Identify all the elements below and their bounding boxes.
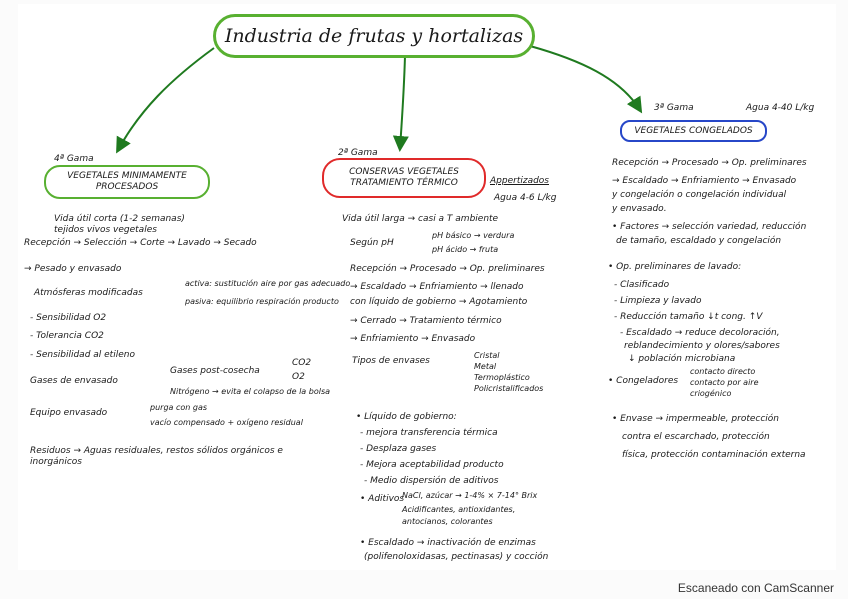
arrow-to-3a-gama <box>530 46 640 110</box>
col2-aside: Appertizados <box>490 176 549 186</box>
col2-line-8: → Enfriamiento → Envasado <box>350 334 476 344</box>
col3-line-0: Recepción → Procesado → Op. preliminares <box>612 158 807 168</box>
col1-line-5: activa: sustitución aire por gas adecuado <box>185 279 351 288</box>
col3-line-4: • Factores → selección variedad, reducción <box>612 222 807 232</box>
arrow-to-2a-gama <box>400 56 405 148</box>
col2-line-4: Recepción → Procesado → Op. preliminares <box>350 264 545 274</box>
col2-line-15: - mejora transferencia térmica <box>360 428 498 438</box>
col1-line-12: CO2 <box>292 358 312 368</box>
col2-line-9: Tipos de envases <box>352 356 430 366</box>
col3-line-8: - Limpieza y lavado <box>614 296 702 306</box>
col3-line-15: contacto por aire <box>690 378 759 387</box>
col2-line-21: Acidificantes, antioxidantes, <box>402 505 516 514</box>
col1-line-7: - Sensibilidad O2 <box>30 313 107 323</box>
col1-line-10: Gases de envasado <box>30 376 118 386</box>
col3-line-1: → Escaldado → Enfriamiento → Envasado <box>612 176 797 186</box>
col3-line-6: • Op. preliminares de lavado: <box>608 262 742 272</box>
col3-line-17: • Envase → impermeable, protección <box>612 414 779 424</box>
col3-line-7: - Clasificado <box>614 280 670 290</box>
col1-line-2: Recepción → Selección → Corte → Lavado → Secado <box>24 238 257 248</box>
arrow-to-4a-gama <box>118 48 214 150</box>
col2-line-22: antocianos, colorantes <box>402 517 493 526</box>
col2-line-20: NaCl, azúcar → 1-4% × 7-14° Brix <box>402 491 538 500</box>
col1-line-9: - Sensibilidad al etileno <box>30 350 135 360</box>
col3-line-18: contra el escarchado, protección <box>622 432 770 442</box>
col2-line-1: Según pH <box>350 238 394 248</box>
col1-line-18: Residuos → Aguas residuales, restos sólidos orgánicos e inorgánicos <box>30 446 283 467</box>
col3-line-19: física, protección contaminación externa <box>622 450 806 460</box>
col2-heading: 2ª Gama <box>338 148 378 158</box>
col2-line-17: - Mejora aceptabilidad producto <box>360 460 504 470</box>
col3-line-12: ↓ población microbiana <box>628 354 736 364</box>
col1-box: VEGETALES MINIMAMENTE PROCESADOS <box>44 165 210 199</box>
col1-heading: 4ª Gama <box>54 154 94 164</box>
col2-line-10: Cristal <box>474 351 500 360</box>
col3-line-16: criogénico <box>690 389 732 398</box>
col1-line-8: - Tolerancia CO2 <box>30 331 104 341</box>
col2-line-0: Vida útil larga → casi a T ambiente <box>342 214 499 224</box>
col2-line-7: → Cerrado → Tratamiento térmico <box>350 316 502 326</box>
col3-line-13: • Congeladores <box>608 376 679 386</box>
col2-line-2: pH básico → verdura <box>432 231 515 240</box>
col2-line-13: Policristalificados <box>474 384 544 393</box>
col1-line-0: Vida útil corta (1-2 semanas) <box>54 214 185 224</box>
col3-line-3: y envasado. <box>612 204 667 214</box>
col2-line-23: • Escaldado → inactivación de enzimas <box>360 538 536 548</box>
col2-box: CONSERVAS VEGETALES TRATAMIENTO TÉRMICO <box>322 158 486 198</box>
col1-line-4: Atmósferas modificadas <box>34 288 143 298</box>
col2-line-12: Termoplástico <box>474 373 530 382</box>
col1-line-3: → Pesado y envasado <box>24 264 122 274</box>
col1-line-16: purga con gas <box>150 403 208 412</box>
col2-line-24: (polifenoloxidasas, pectinasas) y cocción <box>364 552 549 562</box>
scanner-watermark: Escaneado con CamScanner <box>677 581 834 595</box>
col3-line-2: y congelación o congelación individual <box>612 190 787 200</box>
col3-line-14: contacto directo <box>690 367 756 376</box>
col1-line-13: O2 <box>292 372 305 382</box>
col2-line-14: • Líquido de gobierno: <box>356 412 457 422</box>
col2-line-6: con líquido de gobierno → Agotamiento <box>350 297 528 307</box>
col1-line-1: tejidos vivos vegetales <box>54 225 157 235</box>
col2-line-19: • Aditivos <box>360 494 405 504</box>
col3-line-9: - Reducción tamaño ↓t cong. ↑V <box>614 312 763 322</box>
col1-line-17: vacío compensado + oxígeno residual <box>150 418 303 427</box>
col2-line-16: - Desplaza gases <box>360 444 437 454</box>
col1-line-6: pasiva: equilibrio respiración producto <box>185 297 339 306</box>
col2-line-5: → Escaldado → Enfriamiento → llenado <box>350 282 524 292</box>
col2-line-18: - Medio dispersión de aditivos <box>364 476 499 486</box>
col3-line-11: reblandecimiento y olores/sabores <box>624 341 780 351</box>
col2-line-3: pH ácido → fruta <box>432 245 499 254</box>
col1-line-14: Nitrógeno → evita el colapso de la bolsa <box>170 387 331 396</box>
col2-water: Agua 4-6 L/kg <box>494 193 557 203</box>
col3-water: Agua 4-40 L/kg <box>746 103 815 113</box>
col1-line-11: Gases post-cosecha <box>170 366 260 376</box>
main-title: Industria de frutas y hortalizas <box>213 14 535 58</box>
col3-box: VEGETALES CONGELADOS <box>620 120 767 142</box>
col3-line-10: - Escaldado → reduce decoloración, <box>620 328 780 338</box>
col3-line-5: de tamaño, escaldado y congelación <box>616 236 782 246</box>
col2-line-11: Metal <box>474 362 497 371</box>
col1-line-15: Equipo envasado <box>30 408 108 418</box>
col3-heading: 3ª Gama <box>654 103 694 113</box>
